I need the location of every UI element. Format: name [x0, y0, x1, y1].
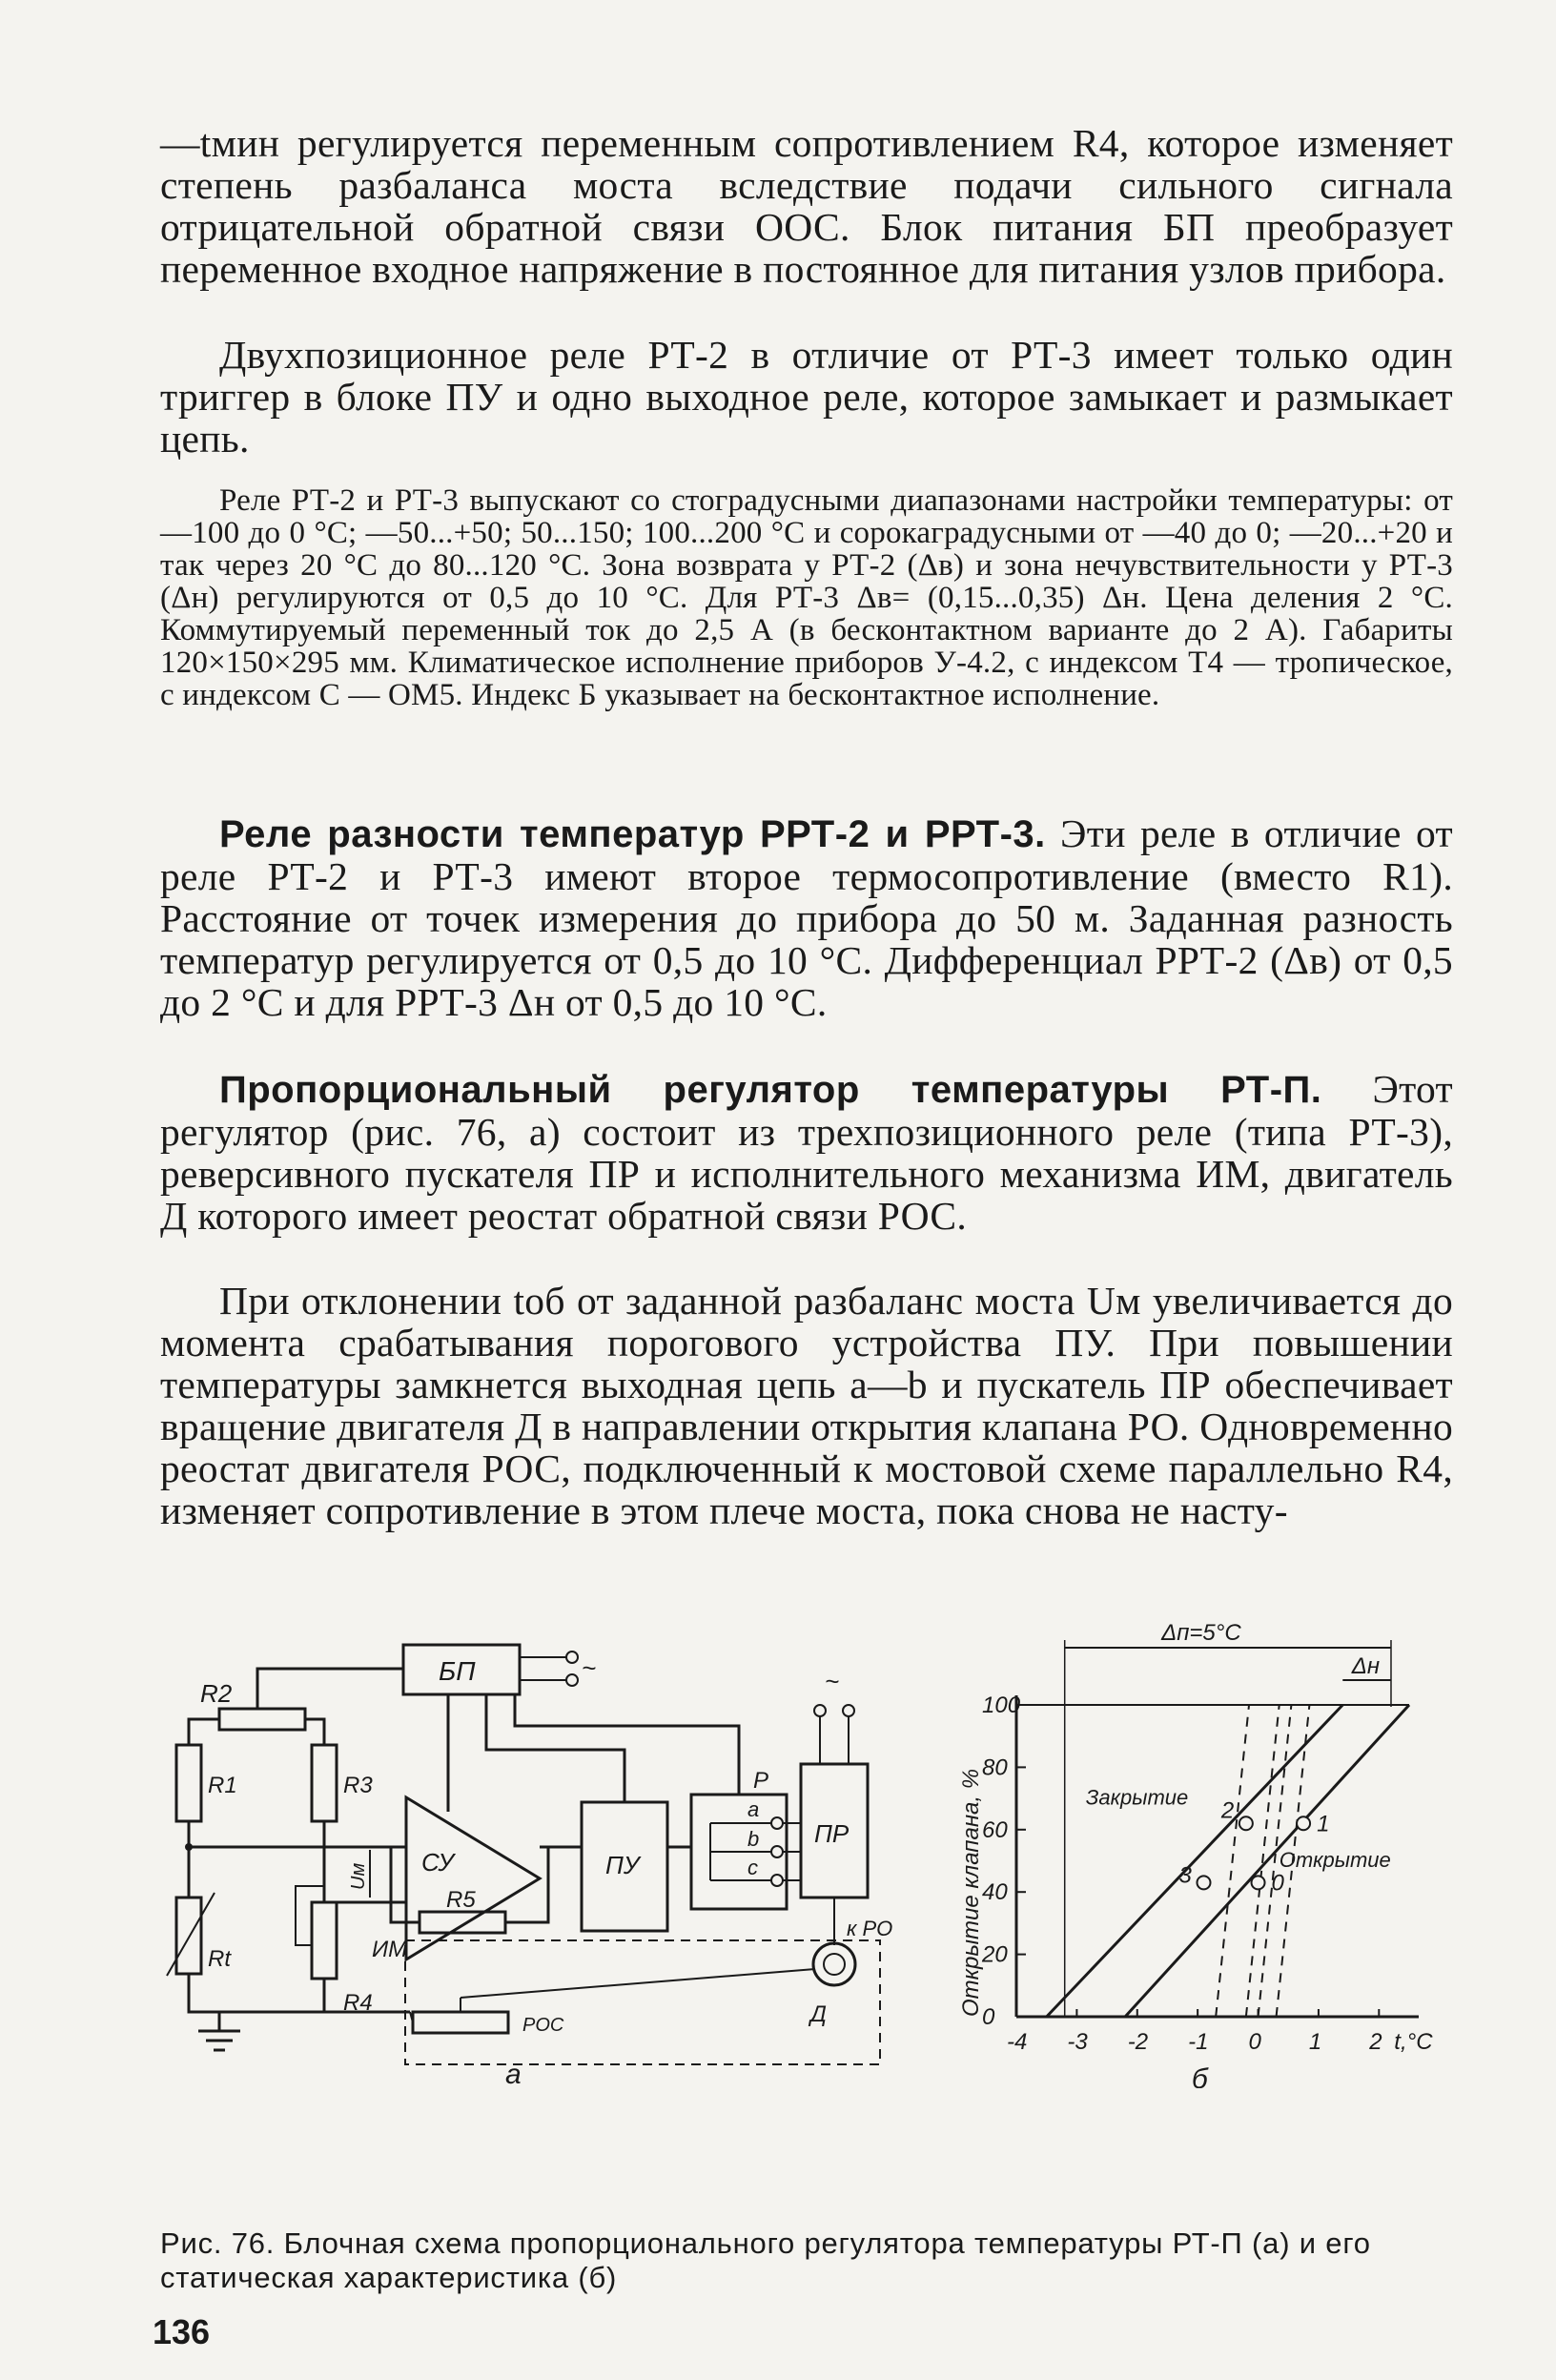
paragraph-rrt-text: Эти реле в отличие от реле РТ-2 и РТ-3 имеют второе термосопротивление (вместо R1). Расстояние от точек измерения до прибора до 50 м. Заданная разность температур регулируется от 0,5 до 10 °С. Дифференциал РРТ-2 (Δв) от 0,5 до 2 °С и для РРТ-3 Δн от 0,5 до 10 °С.: [160, 811, 1453, 1024]
wire: [305, 1719, 324, 1745]
static-characteristic-chart: [923, 1621, 1468, 2088]
x-tick-label: -1: [1188, 2029, 1209, 2055]
closing-label: Закрытие: [1085, 1785, 1189, 1810]
paragraph-1: —tмин регулируется переменным сопротивлением R4, которое изменяет степень разбаланса моста вследствие подачи сильного сигнала отрицательной обратной связи ООС. Блок питания БП преобразует переменное входное напряжение в постоянное для питания узлов прибора.: [160, 121, 1453, 291]
kro-label: к РО: [847, 1917, 893, 1940]
y-axis-label: Открытие клапана, %: [958, 1768, 984, 2017]
label-b: b: [747, 1827, 760, 1851]
r1-resistor: [176, 1745, 201, 1821]
su-label: СУ: [421, 1848, 454, 1877]
motor-d-label: Д: [810, 2001, 827, 2027]
hysteresis-dash-0: [1216, 1705, 1249, 2017]
section-heading-rtp: Пропорциональный регулятор температуры РТ-П.: [219, 1069, 1322, 1111]
point-0: [1252, 1876, 1265, 1889]
point-label-0: 0: [1271, 1870, 1284, 1897]
delta-n-label: Δн: [1351, 1653, 1381, 1679]
ros-rheostat: [413, 2012, 508, 2033]
point-label-3: 3: [1178, 1862, 1192, 1889]
ground-rail: [189, 1974, 410, 2012]
x-tick-label: -3: [1067, 2029, 1088, 2055]
motor-d: [813, 1943, 855, 1985]
figure-caption: Рис. 76. Блочная схема пропорционального регулятора температуры РТ-П (а) и его статическая характеристика (б): [160, 2226, 1371, 2294]
point-1: [1297, 1816, 1310, 1830]
r4-wiper: [296, 1886, 324, 1945]
x-tick-label: 1: [1308, 2029, 1322, 2055]
delta-p-label: Δп=5°С: [1161, 1621, 1241, 1646]
wire: [189, 1719, 219, 1745]
ac-symbol-pr: ~: [825, 1667, 840, 1695]
y-tick-label: 80: [982, 1754, 1008, 1781]
bp-to-pu-wire: [486, 1694, 624, 1802]
im-label: ИМ: [372, 1937, 408, 1962]
terminal: [566, 1674, 578, 1686]
terminal: [566, 1652, 578, 1663]
motor-shaft-link: [461, 1969, 815, 1998]
terminal-a: [771, 1817, 783, 1829]
label-a: а: [747, 1797, 760, 1821]
section-heading-rrt: Реле разности температур РРТ-2 и РРТ-3.: [219, 813, 1046, 855]
schematic-diagram: [162, 1621, 906, 2088]
r3-resistor: [312, 1745, 337, 1821]
paragraph-rtp: [160, 1068, 1453, 1237]
point-label-2: 2: [1220, 1797, 1235, 1824]
bp-label: БП: [439, 1656, 476, 1686]
r5-label: R5: [446, 1887, 476, 1913]
terminal-b: [771, 1846, 783, 1857]
paragraph-operation: При отклонении tоб от заданной разбаланс моста Uм увеличивается до момента срабатывания порогового устройства ПУ. При повышении температуры замкнется выходная цепь а—b и пускатель ПР обеспечивает вращение двигателя Д в направлении открытия клапана РО. Одновременно реостат двигателя РОС, подключенный к мостовой схеме параллельно R4, изменяет сопротивление в этом плече моста, пока снова не насту-: [160, 1279, 1453, 1532]
page-number: 136: [153, 2312, 211, 2351]
paragraph-2: Двухпозиционное реле РТ-2 в отличие от РТ-3 имеет только один триггер в блоке ПУ и одно выходное реле, которое замыкает и размыкает цепь.: [160, 333, 1453, 461]
im-box: [405, 1940, 880, 2064]
r3-label: R3: [343, 1773, 373, 1798]
terminal: [843, 1705, 854, 1716]
paragraph-specs: Реле РТ-2 и РТ-3 выпускают со стоградусными диапазонами настройки температуры: от —100 до 0 °С; —50...+50; 50...150; 100...200 °С и сорокаградусными от —40 до 0; —20...+20 и так через 20 °С до 80...120 °С. Зона возврата у РТ-2 (Δв) и зона нечувствительности у РТ-3 (Δн) регулируются от 0,5 до 10 °С. Для РТ-3 Δв= (0,15...0,35) Δн. Цена деления 2 °С. Коммутируемый переменный ток до 2,5 А (в бесконтактном варианте до 2 А). Габариты 120×150×295 мм. Климатическое исполнение приборов У-4.2, с индексом Т4 — тропическое, с индексом С — ОМ5. Индекс Б указывает на бесконтактное исполнение.: [160, 483, 1453, 712]
label-c: с: [747, 1856, 758, 1879]
subfigure-label-b: б: [1191, 2063, 1208, 2088]
terminal: [814, 1705, 826, 1716]
x-tick-label: 0: [1248, 2029, 1261, 2055]
y-tick-label: 100: [982, 1693, 1021, 1718]
r4-label: R4: [343, 1990, 373, 2016]
pu-label: ПУ: [605, 1851, 640, 1879]
y-tick-label: 0: [982, 2004, 995, 2030]
x-tick-label: -4: [1007, 2029, 1028, 2055]
opening-label: Открытие: [1279, 1848, 1391, 1873]
junction: [185, 1843, 193, 1851]
pr-label: ПР: [814, 1819, 850, 1848]
ac-symbol: ~: [582, 1653, 597, 1682]
y-tick-label: 60: [982, 1816, 1008, 1843]
rt-label: Rt: [208, 1946, 231, 1972]
relay-p-label: Р: [753, 1768, 769, 1794]
ros-label: РОС: [522, 2015, 564, 2036]
bp-to-relay-wire: [515, 1694, 739, 1795]
y-tick-label: 40: [982, 1879, 1008, 1906]
y-tick-label: 20: [982, 1941, 1008, 1968]
x-tick-label: -2: [1127, 2029, 1149, 2055]
motor-d-rotor: [824, 1954, 845, 1975]
point-2: [1239, 1816, 1253, 1830]
point-label-1: 1: [1317, 1811, 1330, 1837]
su-amplifier: [406, 1797, 540, 1959]
bp-to-r2-wire: [257, 1669, 403, 1709]
um-label: Uм: [348, 1862, 369, 1890]
x-tick-label: 2: [1369, 2029, 1382, 2055]
r5-resistor: [420, 1912, 505, 1933]
paragraph-rtp-text: Этот регулятор (рис. 76, а) состоит из трехпозиционного реле (типа РТ-3), реверсивного пускателя ПР и исполнительного механизма ИМ, двигатель Д которого имеет реостат обратной связи РОС.: [160, 1067, 1453, 1238]
point-3: [1197, 1876, 1210, 1889]
terminal-c: [771, 1875, 783, 1886]
paragraph-rrt: [160, 812, 1453, 1023]
chart-layer: [958, 1621, 1433, 2088]
x-axis-label: t,°С: [1394, 2029, 1433, 2055]
r2-label: R2: [200, 1679, 233, 1708]
subfigure-label-a: а: [505, 2059, 522, 2088]
r2-resistor: [219, 1709, 305, 1730]
r4-resistor: [312, 1902, 337, 1979]
r1-label: R1: [208, 1773, 237, 1798]
